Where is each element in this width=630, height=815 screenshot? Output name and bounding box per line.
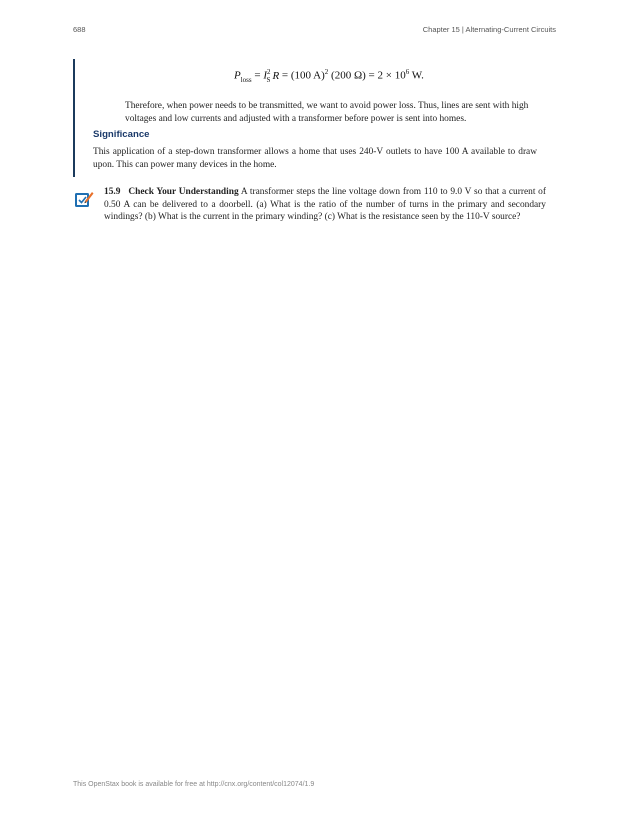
eq-power-symbol: P [234,69,241,82]
page-number: 688 [73,25,86,34]
eq-current-superscript: 2 [267,68,271,76]
checklist-pencil-icon [74,190,94,209]
eq-current-value: = (100 A) [279,69,325,82]
therefore-paragraph: Therefore, when power needs to be transmitted, we want to avoid power loss. Thus, lines are sent with high voltages and low currents and adjusted with a transformer before power is sent into homes. [125,101,529,124]
significance-paragraph: This application of a step-down transformer allows a home that uses 240-V outlets to have 100 A available to draw upon. This can power many devices in the home. [93,147,537,170]
significance-heading: Significance [93,129,150,140]
eq-current-symbol: I [263,69,268,82]
eq-resistance-symbol: R [272,69,280,82]
eq-power-exponent: 2 [324,68,329,76]
footer-note: This OpenStax book is available for free at http://cnx.org/content/col12074/1.9 [73,781,315,788]
exercise-number: 15.9 [104,187,121,197]
example-accent-bar [73,59,75,177]
eq-equals-1: = [251,69,264,82]
eq-current-subscript: S [266,75,271,84]
exercise-title: Check Your Understanding [128,187,239,197]
running-head: Chapter 15 | Alternating-Current Circuits [422,25,556,34]
power-loss-equation [234,68,424,84]
eq-unit: W. [409,69,424,82]
exercise-text: A transformer steps the line voltage down from 110 to 9.0 V so that a current of 0.50 A can be delivered to a doorbell. (a) What is the ratio of the number of turns in the primary and secondary windings? (b) What is the current in the primary winding? (c) What is the resistance seen by the 110-V source? [104,187,546,222]
eq-ten-exponent: 6 [405,68,410,76]
eq-loss-subscript: loss [240,75,252,84]
eq-resistance-value: (200 Ω) = 2 × 10 [328,69,406,82]
check-understanding-block [104,186,546,224]
